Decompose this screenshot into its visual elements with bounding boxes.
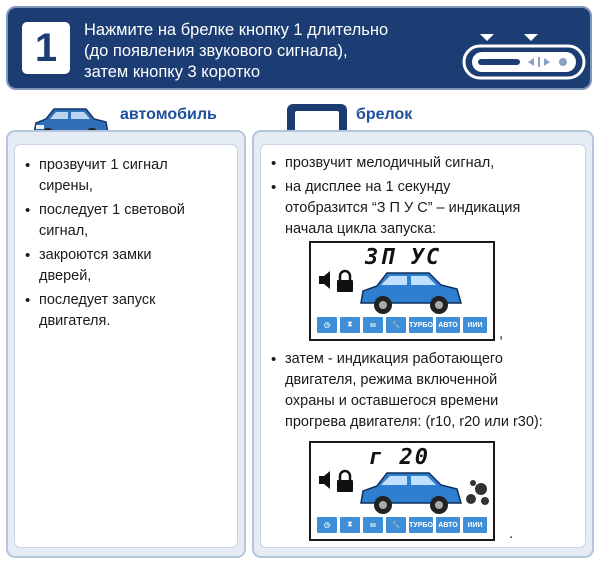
turbo-icon: ТУРБО <box>409 317 433 333</box>
clock-icon: ◷ <box>317 317 337 333</box>
signal-icon: ИИИ <box>463 517 487 533</box>
list-item: • затем - индикация работающего двигателя, режима включенной охраны и оставшегося времени прогрева двигателя: (r10, r20 или r30): <box>271 349 585 433</box>
car-effects-list <box>25 155 231 332</box>
list-item: • прозвучит 1 сигнал сирены, <box>25 155 231 197</box>
signal-icon: ИИИ <box>463 317 487 333</box>
auto-icon: АВТО <box>436 517 460 533</box>
header-line-1: Нажмите на брелке кнопку 1 длительно <box>84 21 389 39</box>
step-number: 1 <box>22 22 70 74</box>
hourglass-icon: ⧗ <box>340 517 360 533</box>
siren-icon <box>317 469 335 491</box>
list-item: • прозвучит мелодичный сигнал, <box>271 153 581 174</box>
battery-icon: ııı <box>363 517 383 533</box>
car-section-title: автомобиль <box>120 106 217 123</box>
car-display-icon <box>357 467 465 517</box>
lcd-start-text: ЗП УС <box>365 245 442 270</box>
clock-icon: ◷ <box>317 517 337 533</box>
lock-icon <box>335 469 355 493</box>
fob-panel-inner <box>260 144 586 548</box>
wrench-icon: 🔧 <box>386 517 406 533</box>
lock-icon <box>335 269 355 293</box>
turbo-icon: ТУРБО <box>409 517 433 533</box>
fob-effects-list-bottom <box>271 349 585 436</box>
exhaust-smoke-icon <box>463 473 493 509</box>
list-item: • последует запуск двигателя. <box>25 290 231 332</box>
header-line-3: затем кнопку 3 коротко <box>84 63 261 81</box>
lcd-status-icons <box>317 517 487 533</box>
lcd-status-icons <box>317 317 487 333</box>
hourglass-icon: ⧗ <box>340 317 360 333</box>
wrench-icon: 🔧 <box>386 317 406 333</box>
lcd-display-running <box>309 441 495 541</box>
lcd-running-text: г 20 <box>369 445 430 470</box>
fob-effects-list-top <box>271 153 581 243</box>
car-panel <box>6 130 246 558</box>
car-panel-inner <box>14 144 238 548</box>
auto-icon: АВТО <box>436 317 460 333</box>
header-instruction-text <box>84 20 454 83</box>
siren-icon <box>317 269 335 291</box>
list-item: • закроются замки дверей, <box>25 245 231 287</box>
fob-panel <box>252 130 594 558</box>
lcd-display-start <box>309 241 495 341</box>
fob-section-title: брелок <box>356 106 413 123</box>
car-display-icon <box>357 267 465 317</box>
instruction-header <box>6 6 592 90</box>
lcd2-period: . <box>509 525 514 542</box>
battery-icon: ııı <box>363 317 383 333</box>
key-fob-icon <box>462 32 588 82</box>
list-item: • последует 1 световой сигнал, <box>25 200 231 242</box>
lcd1-comma: , <box>499 325 504 342</box>
header-line-2: (до появления звукового сигнала), <box>84 42 348 60</box>
list-item: • на дисплее на 1 секунду отобразится “З П У С” – индикация начала цикла запуска: <box>271 177 581 240</box>
